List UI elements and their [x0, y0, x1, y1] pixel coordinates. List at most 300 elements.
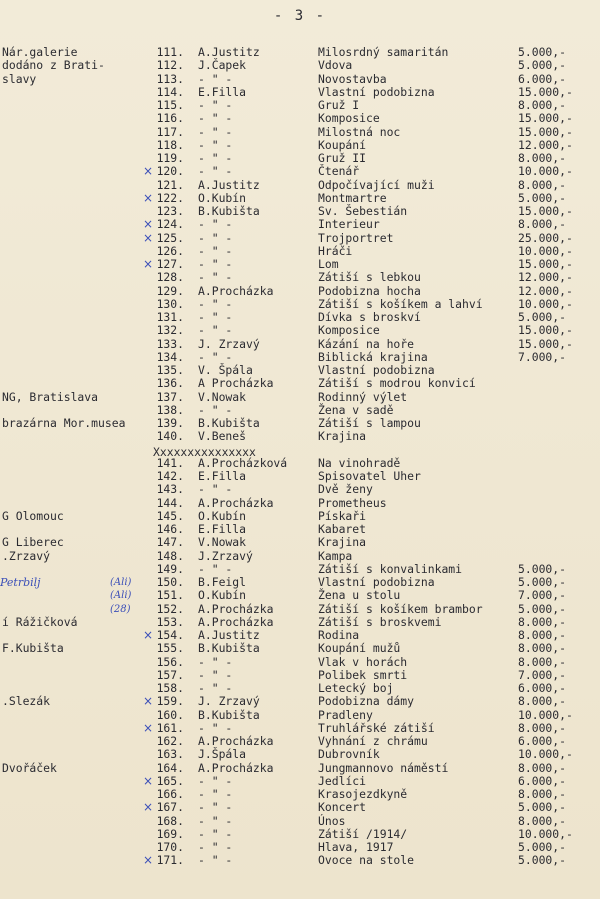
artwork-title: Dubrovník [318, 747, 380, 762]
artwork-title: Truhlářské zátiší [318, 720, 435, 735]
artwork-title: Polibek smrti [318, 667, 408, 682]
cross-mark: × [143, 628, 154, 642]
author-name: O.Kubín [198, 190, 247, 205]
author-name: - " - [198, 561, 233, 576]
item-number: 118. [156, 137, 184, 152]
list-item [0, 828, 600, 841]
price-value: 8.000,- [518, 720, 567, 735]
price-value: 15.000,- [518, 124, 573, 139]
author-name: - " - [198, 349, 233, 364]
list-item [0, 232, 600, 245]
item-number: 170. [156, 840, 184, 854]
item-number: 132. [156, 323, 184, 338]
artwork-title: Krajina [318, 429, 367, 444]
item-number: 138. [156, 402, 184, 417]
cross-mark: × [143, 694, 154, 709]
list-item [0, 430, 600, 443]
author-name: A.Procházka [198, 601, 274, 616]
owner-note: G Olomouc [2, 508, 64, 523]
list-item [0, 642, 600, 655]
price-value: 8.000,- [518, 694, 567, 709]
author-name: - " - [198, 310, 233, 324]
owner-note: G Liberec [2, 535, 64, 550]
list-item [0, 311, 600, 324]
artwork-title: Zátiší s lampou [318, 416, 421, 430]
list-item [0, 59, 600, 72]
price-value: 6.000,- [518, 734, 567, 748]
list-item [0, 722, 600, 735]
artwork-title: Vdova [318, 58, 353, 73]
item-number: 152. [156, 601, 184, 616]
author-name: A.Justitz [198, 45, 260, 59]
list-item [0, 550, 600, 563]
price-value: 6.000,- [518, 71, 567, 86]
item-number: 151. [156, 588, 184, 603]
author-name: - " - [198, 296, 233, 311]
price-value: 10.000,- [518, 707, 573, 722]
author-name: J.Čapek [198, 58, 247, 73]
list-item [0, 152, 600, 165]
owner-note: F.Kubišta [2, 641, 64, 656]
item-number: 122. [156, 190, 184, 205]
item-number: 121. [156, 177, 184, 192]
list-item [0, 126, 600, 139]
list-item [0, 603, 600, 616]
item-number: 131. [156, 310, 184, 324]
list-item [0, 377, 600, 390]
artwork-title: Zátiší s modrou konvicí [318, 376, 476, 391]
list-item [0, 735, 600, 748]
cross-mark: × [143, 800, 154, 815]
owner-note: í Rážičková [2, 614, 78, 629]
author-name: E.Filla [198, 469, 247, 483]
author-name: - " - [198, 243, 233, 258]
artwork-title: Prometheus [318, 495, 387, 510]
owner-note: .Slezák [2, 694, 51, 709]
author-name: - " - [198, 111, 233, 126]
artwork-title: Koncert [318, 800, 367, 815]
item-number: 125. [156, 230, 184, 245]
item-number: 155. [156, 641, 184, 656]
price-value: 8.000,- [518, 614, 567, 629]
price-value: 12.000,- [518, 137, 573, 152]
artwork-title: Pískaři [318, 508, 367, 523]
price-value: 15.000,- [518, 323, 573, 338]
artwork-title: Trojportret [318, 230, 394, 245]
artwork-title: Vlastní podobizna [318, 84, 435, 99]
owner-note: slavy [2, 71, 37, 86]
artwork-title: Zátiší s broskvemi [318, 614, 442, 629]
artwork-title: Jedlíci [318, 773, 367, 788]
artwork-title: Interieur [318, 217, 380, 232]
author-name: - " - [198, 654, 233, 669]
owner-note: NG, Bratislava [2, 389, 99, 404]
list-item [0, 46, 600, 59]
artwork-title: Lom [318, 257, 339, 271]
item-number: 137. [156, 389, 184, 404]
author-name: - " - [198, 217, 233, 232]
price-value: 5.000,- [518, 58, 567, 73]
list-item [0, 629, 600, 642]
item-number: 124. [156, 217, 184, 232]
artwork-title: Milosrdný samaritán [318, 45, 449, 59]
author-name: A.Procházka [198, 734, 274, 748]
price-value: 10.000,- [518, 296, 573, 311]
price-value: 8.000,- [518, 177, 567, 192]
list-item [0, 563, 600, 576]
price-value: 5.000,- [518, 190, 567, 205]
author-name: - " - [198, 813, 233, 828]
list-item [0, 523, 600, 536]
author-name: - " - [198, 137, 233, 152]
author-name: A.Justitz [198, 628, 260, 642]
list-item [0, 788, 600, 801]
item-number: 120. [156, 164, 184, 179]
price-value: 15.000,- [518, 257, 573, 271]
list-item [0, 695, 600, 708]
price-value: 7.000,- [518, 667, 567, 682]
author-name: A Procházka [198, 376, 274, 391]
list-item [0, 656, 600, 669]
author-name: B.Kubišta [198, 707, 260, 722]
item-number: 161. [156, 720, 184, 735]
item-number: 157. [156, 667, 184, 682]
item-number: 144. [156, 495, 184, 510]
margin-note: (28) [110, 603, 131, 615]
artwork-title: Jungmannovo náměstí [318, 760, 449, 775]
price-value: 5.000,- [518, 800, 567, 815]
artwork-title: Rodinný výlet [318, 389, 408, 404]
owner-note: .Zrzavý [2, 548, 51, 563]
price-value: 10.000,- [518, 164, 573, 179]
list-item [0, 576, 600, 589]
item-number: 164. [156, 760, 184, 775]
author-name: - " - [198, 773, 233, 788]
list-item [0, 258, 600, 271]
list-item [0, 351, 600, 364]
price-value: 5.000,- [518, 840, 567, 854]
item-number: 139. [156, 416, 184, 430]
item-number: 128. [156, 270, 184, 285]
author-name: A.Procházková [198, 455, 288, 470]
handwritten-note: Petrbilj [0, 576, 41, 589]
list-item [0, 179, 600, 192]
cross-mark: × [143, 217, 154, 232]
artwork-title: Čtenář [318, 164, 360, 179]
author-name: - " - [198, 71, 233, 86]
artwork-title: Únos [318, 813, 346, 828]
author-name: - " - [198, 151, 233, 165]
margin-note: (Ali) [110, 590, 132, 602]
author-name: J. Zrzavý [198, 336, 260, 351]
list-item [0, 536, 600, 549]
author-name: - " - [198, 124, 233, 139]
artwork-title: Odpočívající muži [318, 177, 435, 192]
price-value: 15.000,- [518, 336, 573, 351]
author-name: - " - [198, 323, 233, 338]
item-number: 166. [156, 787, 184, 801]
list-item [0, 510, 600, 523]
author-name: B.Feigl [198, 575, 247, 589]
price-value: 6.000,- [518, 773, 567, 788]
item-number: 113. [156, 71, 184, 86]
price-value: 7.000,- [518, 349, 567, 364]
author-name: A.Procházka [198, 760, 274, 775]
price-value: 8.000,- [518, 654, 567, 669]
artwork-title: Hlava, 1917 [318, 840, 394, 854]
price-value: 10.000,- [518, 747, 573, 762]
artwork-title: Kázání na hoře [318, 336, 415, 351]
artwork-title: Zátiší s košíkem a lahví [318, 296, 483, 311]
list-item [0, 86, 600, 99]
list-item [0, 112, 600, 125]
struck-heading: Xxxxxxxxxxxxxxx [153, 446, 256, 459]
author-name: B.Kubišta [198, 641, 260, 656]
author-name: V.Nowak [198, 389, 247, 404]
item-number: 116. [156, 111, 184, 126]
artwork-title: Dívka s broskví [318, 310, 421, 324]
price-value: 12.000,- [518, 270, 573, 285]
artwork-title: Krajina [318, 535, 367, 550]
author-name: - " - [198, 826, 233, 841]
author-name: E.Filla [198, 522, 247, 536]
price-value: 7.000,- [518, 588, 567, 603]
author-name: - " - [198, 98, 233, 112]
author-name: A.Procházka [198, 614, 274, 629]
artwork-title: Sv. Šebestián [318, 204, 408, 218]
item-number: 146. [156, 522, 184, 536]
artwork-title: Biblická krajina [318, 349, 428, 364]
list-item [0, 669, 600, 682]
artwork-title: Dvě ženy [318, 482, 373, 497]
price-value: 5.000,- [518, 45, 567, 59]
price-value: 8.000,- [518, 787, 567, 801]
item-number: 141. [156, 455, 184, 470]
owner-note: dodáno z Brati- [2, 58, 105, 73]
artwork-title: Zátiší /1914/ [318, 826, 408, 841]
list-item [0, 285, 600, 298]
artwork-title: Pradleny [318, 707, 373, 722]
list-item [0, 73, 600, 86]
artwork-title: Kampa [318, 548, 353, 563]
price-value: 8.000,- [518, 760, 567, 775]
item-number: 162. [156, 734, 184, 748]
list-item [0, 444, 600, 457]
item-number: 163. [156, 747, 184, 762]
artwork-title: Milostná noc [318, 124, 401, 139]
item-number: 149. [156, 561, 184, 576]
author-name: - " - [198, 257, 233, 271]
item-number: 153. [156, 614, 184, 629]
list-item [0, 762, 600, 775]
item-number: 136. [156, 376, 184, 391]
artwork-title: Kabaret [318, 522, 367, 536]
list-item [0, 245, 600, 258]
margin-note: (Ali) [110, 577, 132, 588]
list-item [0, 338, 600, 351]
cross-mark: × [143, 164, 154, 179]
item-number: 160. [156, 707, 184, 722]
list-item [0, 483, 600, 496]
author-name: V. Špála [198, 363, 253, 377]
item-number: 133. [156, 336, 184, 351]
cross-mark: × [143, 190, 154, 205]
item-number: 140. [156, 429, 184, 444]
artwork-title: Spisovatel Uher [318, 469, 421, 483]
item-number: 158. [156, 681, 184, 695]
item-number: 130. [156, 296, 184, 311]
artwork-title: Montmartre [318, 190, 387, 205]
artwork-title: Ovoce na stole [318, 853, 415, 868]
author-name: E.Filla [198, 84, 247, 99]
item-number: 150. [156, 575, 184, 589]
item-number: 147. [156, 535, 184, 550]
list-item [0, 404, 600, 417]
author-name: A.Justitz [198, 177, 260, 192]
artwork-title: Zátiší s konvalinkami [318, 561, 463, 576]
artwork-title: Podobizna dámy [318, 694, 415, 709]
author-name: B.Kubišta [198, 416, 260, 430]
artwork-title: Komposice [318, 323, 380, 338]
item-number: 134. [156, 349, 184, 364]
list-item [0, 616, 600, 629]
list-item [0, 815, 600, 828]
item-number: 159. [156, 694, 184, 709]
list-item [0, 271, 600, 284]
list-item [0, 682, 600, 695]
artwork-title: Vlak v horách [318, 654, 408, 669]
author-name: B.Kubišta [198, 204, 260, 218]
list-item [0, 364, 600, 377]
price-value: 10.000,- [518, 243, 573, 258]
item-number: 145. [156, 508, 184, 523]
list-item [0, 391, 600, 404]
list-item [0, 139, 600, 152]
price-value: 15.000,- [518, 204, 573, 218]
item-number: 167. [156, 800, 184, 815]
author-name: - " - [198, 787, 233, 801]
list-item [0, 205, 600, 218]
item-number: 142. [156, 469, 184, 483]
list-item [0, 709, 600, 722]
item-number: 115. [156, 98, 184, 112]
item-number: 119. [156, 151, 184, 165]
author-name: J.Špála [198, 747, 247, 762]
artwork-title: Letecký boj [318, 681, 394, 695]
price-value: 8.000,- [518, 151, 567, 165]
list-item [0, 417, 600, 430]
artwork-title: Koupání [318, 137, 367, 152]
page-number: - 3 - [273, 8, 327, 24]
item-number: 114. [156, 84, 184, 99]
author-name: - " - [198, 681, 233, 695]
artwork-title: Na vinohradě [318, 455, 401, 470]
price-value: 5.000,- [518, 310, 567, 324]
author-name: - " - [198, 402, 233, 417]
item-number: 117. [156, 124, 184, 139]
artwork-title: Vyhnání z chrámu [318, 734, 428, 748]
list-item [0, 775, 600, 788]
list-item [0, 165, 600, 178]
item-number: 165. [156, 773, 184, 788]
list-item [0, 457, 600, 470]
item-number: 171. [156, 853, 184, 868]
owner-note: Dvořáček [2, 760, 57, 775]
item-number: 154. [156, 628, 184, 642]
item-number: 123. [156, 204, 184, 218]
price-value: 15.000,- [518, 84, 573, 99]
list-item [0, 99, 600, 112]
list-item [0, 841, 600, 854]
price-value: 25.000,- [518, 230, 573, 245]
author-name: J. Zrzavý [198, 694, 260, 709]
author-name: V.Nowak [198, 535, 247, 550]
artwork-title: Podobizna hocha [318, 283, 421, 298]
artwork-title: Krasojezdkyně [318, 787, 408, 801]
price-value: 5.000,- [518, 601, 567, 616]
price-value: 10.000,- [518, 826, 573, 841]
artwork-title: Koupání mužů [318, 641, 401, 656]
author-name: A.Procházka [198, 495, 274, 510]
list-item [0, 589, 600, 602]
item-number: 135. [156, 363, 184, 377]
price-value: 8.000,- [518, 641, 567, 656]
artwork-title: Vlastní podobizna [318, 363, 435, 377]
author-name: - " - [198, 800, 233, 815]
list-item [0, 497, 600, 510]
item-number: 143. [156, 482, 184, 497]
author-name: - " - [198, 667, 233, 682]
owner-note: Nár.galerie [2, 45, 78, 59]
author-name: A.Procházka [198, 283, 274, 298]
list-item [0, 192, 600, 205]
cross-mark: × [143, 773, 154, 788]
item-number: 126. [156, 243, 184, 258]
price-value: 6.000,- [518, 681, 567, 695]
artwork-title: Rodina [318, 628, 360, 642]
price-value: 8.000,- [518, 217, 567, 232]
price-value: 8.000,- [518, 813, 567, 828]
price-value: 12.000,- [518, 283, 573, 298]
list-item [0, 324, 600, 337]
artwork-title: Vlastní podobizna [318, 575, 435, 589]
item-number: 168. [156, 813, 184, 828]
cross-mark: × [143, 230, 154, 245]
author-name: O.Kubín [198, 588, 247, 603]
price-value: 5.000,- [518, 575, 567, 589]
author-name: J.Zrzavý [198, 548, 253, 563]
artwork-title: Gruž II [318, 151, 367, 165]
item-number: 148. [156, 548, 184, 563]
author-name: - " - [198, 164, 233, 179]
item-number: 129. [156, 283, 184, 298]
author-name: O.Kubín [198, 508, 247, 523]
cross-mark: × [143, 853, 154, 868]
item-number: 156. [156, 654, 184, 669]
artwork-title: Gruž I [318, 98, 360, 112]
list-item [0, 801, 600, 814]
list-item [0, 748, 600, 761]
artwork-title: Zátiší s košíkem brambor [318, 601, 483, 616]
author-name: V.Beneš [198, 429, 247, 444]
artwork-title: Hráči [318, 243, 353, 258]
price-value: 8.000,- [518, 628, 567, 642]
owner-note: brazárna Mor.musea [2, 416, 126, 430]
author-name: - " - [198, 230, 233, 245]
artwork-title: Novostavba [318, 71, 387, 86]
artwork-title: Žena u stolu [318, 588, 401, 603]
artwork-title: Žena v sadě [318, 402, 394, 417]
